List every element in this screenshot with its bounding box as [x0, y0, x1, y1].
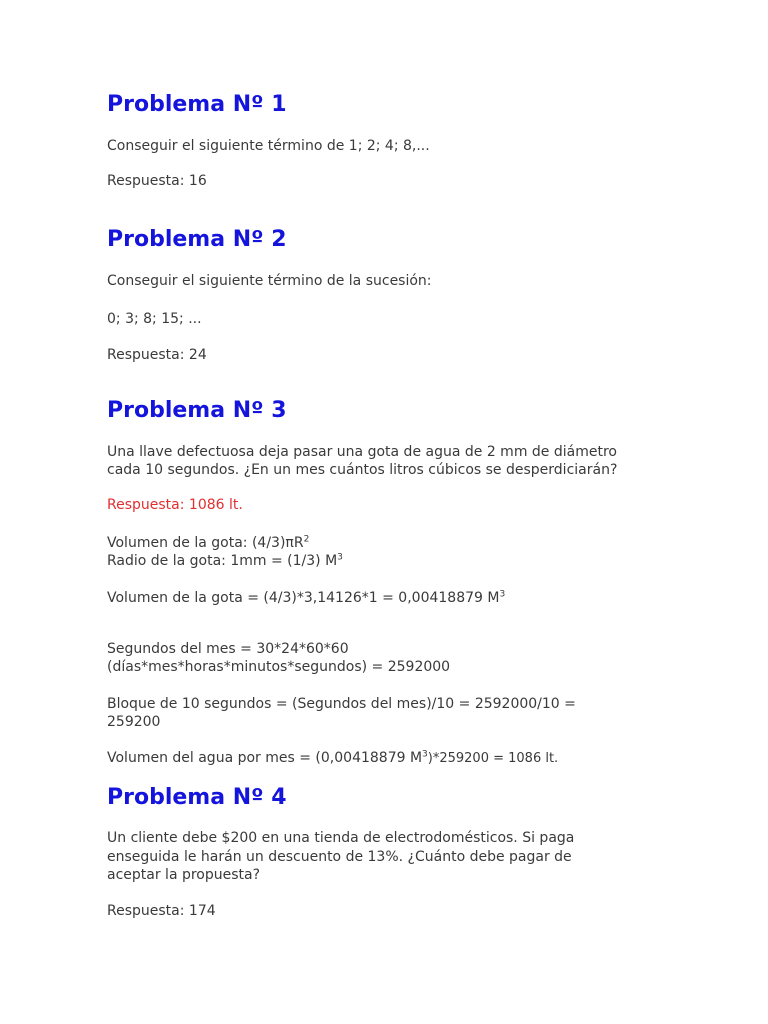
problem-3-question-line2: cada 10 segundos. ¿En un mes cuántos litros cúbicos se desperdiciarán?	[107, 462, 618, 478]
problem-1-answer: Respuesta: 16	[107, 173, 207, 189]
problem-1-question: Conseguir el siguiente término de 1; 2; 4; 8,...	[107, 138, 430, 154]
problem-4-answer: Respuesta: 174	[107, 903, 216, 919]
seconds-month-line1: Segundos del mes = 30*24*60*60	[107, 641, 349, 657]
volume-drop-calculation: Volumen de la gota = (4/3)*3,14126*1 = 0,00418879 $M^3$	[107, 589, 506, 606]
problem-4-question-line2: enseguida le harán un descuento de 13%. ¿Cuánto debe pagar de	[107, 849, 572, 865]
problem-4-question-line3: aceptar la propuesta?	[107, 867, 261, 883]
block-seconds-line1: Bloque de 10 segundos = (Segundos del mes)/10 = 2592000/10 =	[107, 696, 576, 712]
volume-drop-formula: Volumen de la gota: $(4/3)\pi R^2$	[107, 534, 310, 551]
problem-3-answer: Respuesta: 1086 lt.	[107, 497, 243, 513]
problem-2-question: Conseguir el siguiente término de la sucesión:	[107, 273, 432, 289]
problem-2-title: Problema Nº 2	[107, 227, 287, 252]
problem-2-sequence: 0; 3; 8; 15; ...	[107, 311, 202, 327]
water-volume-month: Volumen del agua por mes = (0,00418879 $M^3)*259200 = 1086$ lt.	[107, 749, 559, 766]
problem-4-title: Problema Nº 4	[107, 785, 287, 810]
block-seconds-line2: 259200	[107, 714, 161, 730]
seconds-month-line2: (días*mes*horas*minutos*segundos) = 2592000	[107, 659, 451, 675]
problem-4-question-line1: Un cliente debe $200 en una tienda de electrodomésticos. Si paga	[107, 830, 575, 846]
problem-3-title: Problema Nº 3	[107, 398, 287, 423]
problem-3-question-line1: Una llave defectuosa deja pasar una gota de agua de 2 mm de diámetro	[107, 444, 617, 460]
problem-1-title: Problema Nº 1	[107, 92, 287, 117]
drop-radius: Radio de la gota: 1mm = (1/3) $M^3$	[107, 552, 343, 569]
problem-2-answer: Respuesta: 24	[107, 347, 207, 363]
